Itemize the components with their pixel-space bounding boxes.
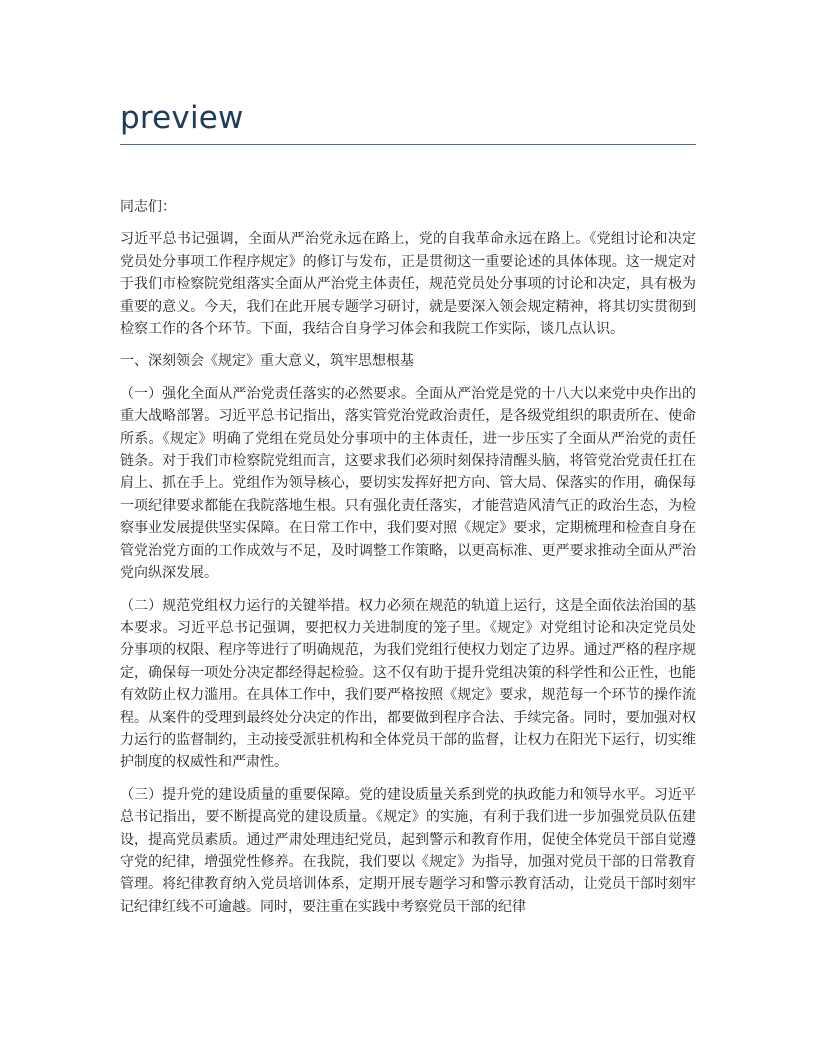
document-title: preview [120, 100, 244, 136]
body-paragraph-2: （二）规范党组权力运行的关键举措。权力必须在规范的轨道上运行，这是全面依法治国的基本要求。习近平总书记强调，要把权力关进制度的笼子里。《规定》对党组讨论和决定党员处分事项的权限、程序等进行了明确规范，为我们党组行使权力划定了边界。通过严格的程序规定，确保每一项处分决定都经得起检验。这不仅有助于提升党组决策的科学性和公正性，也能有效防止权力滥用。在具体工作中，我们要严格按照《规定》要求，规范每一个环节的操作流程。从案件的受理到最终处分决定的作出，都要做到程序合法、手续完备。同时，要加强对权力运行的监督制约，主动接受派驻机构和全体党员干部的监督，让权力在阳光下运行，切实维护制度的权威性和严肃性。 [120, 597, 696, 771]
body-paragraph-3: （三）提升党的建设质量的重要保障。党的建设质量关系到党的执政能力和领导水平。习近平总书记指出，要不断提高党的建设质量。《规定》的实施，有利于我们进一步加强党员队伍建设，提高党员素质。通过严肃处理违纪党员，起到警示和教育作用，促使全体党员干部自觉遵守党的纪律，增强党性修养。在我院，我们要以《规定》为指导，加强对党员干部的日常教育管理。将纪律教育纳入党员培训体系，定期开展专题学习和警示教育活动，让党员干部时刻牢记纪律红线不可逾越。同时，要注重在实践中考察党员干部的纪律 [120, 786, 696, 915]
title-divider [120, 144, 696, 145]
intro-paragraph: 习近平总书记强调，全面从严治党永远在路上，党的自我革命永远在路上。《党组讨论和决定党员处分事项工作程序规定》的修订与发布，正是贯彻这一重要论述的具体体现。这一规定对于我们市检察院党组落实全面从严治党主体责任，规范党员处分事项的讨论和决定，具有极为重要的意义。今天，我们在此开展专题学习研讨，就是要深入领会规定精神，将其切实贯彻到检察工作的各个环节。下面，我结合自身学习体会和我院工作实际，谈几点认识。 [120, 231, 696, 338]
body-paragraph-1: （一）强化全面从严治党责任落实的必然要求。全面从严治党是党的十八大以来党中央作出的重大战略部署。习近平总书记指出，落实管党治党政治责任，是各级党组织的职责所在、使命所系。《规定》明确了党组在党员处分事项中的主体责任，进一步压实了全面从严治党的责任链条。对于我们市检察院党组而言，这要求我们必须时刻保持清醒头脑，将管党治党责任扛在肩上、抓在手上。党组作为领导核心，要切实发挥好把方向、管大局、保落实的作用，确保每一项纪律要求都能在我院落地生根。只有强化责任落实，才能营造风清气正的政治生态，为检察事业发展提供坚实保障。在日常工作中，我们要对照《规定》要求，定期梳理和检查自身在管党治党方面的工作成效与不足，及时调整工作策略，以更高标准、更严要求推动全面从严治党向纵深发展。 [120, 385, 696, 582]
document-body [120, 196, 696, 928]
section-heading: 一、深刻领会《规定》重大意义，筑牢思想根基 [120, 353, 414, 370]
salutation: 同志们： [120, 199, 176, 215]
